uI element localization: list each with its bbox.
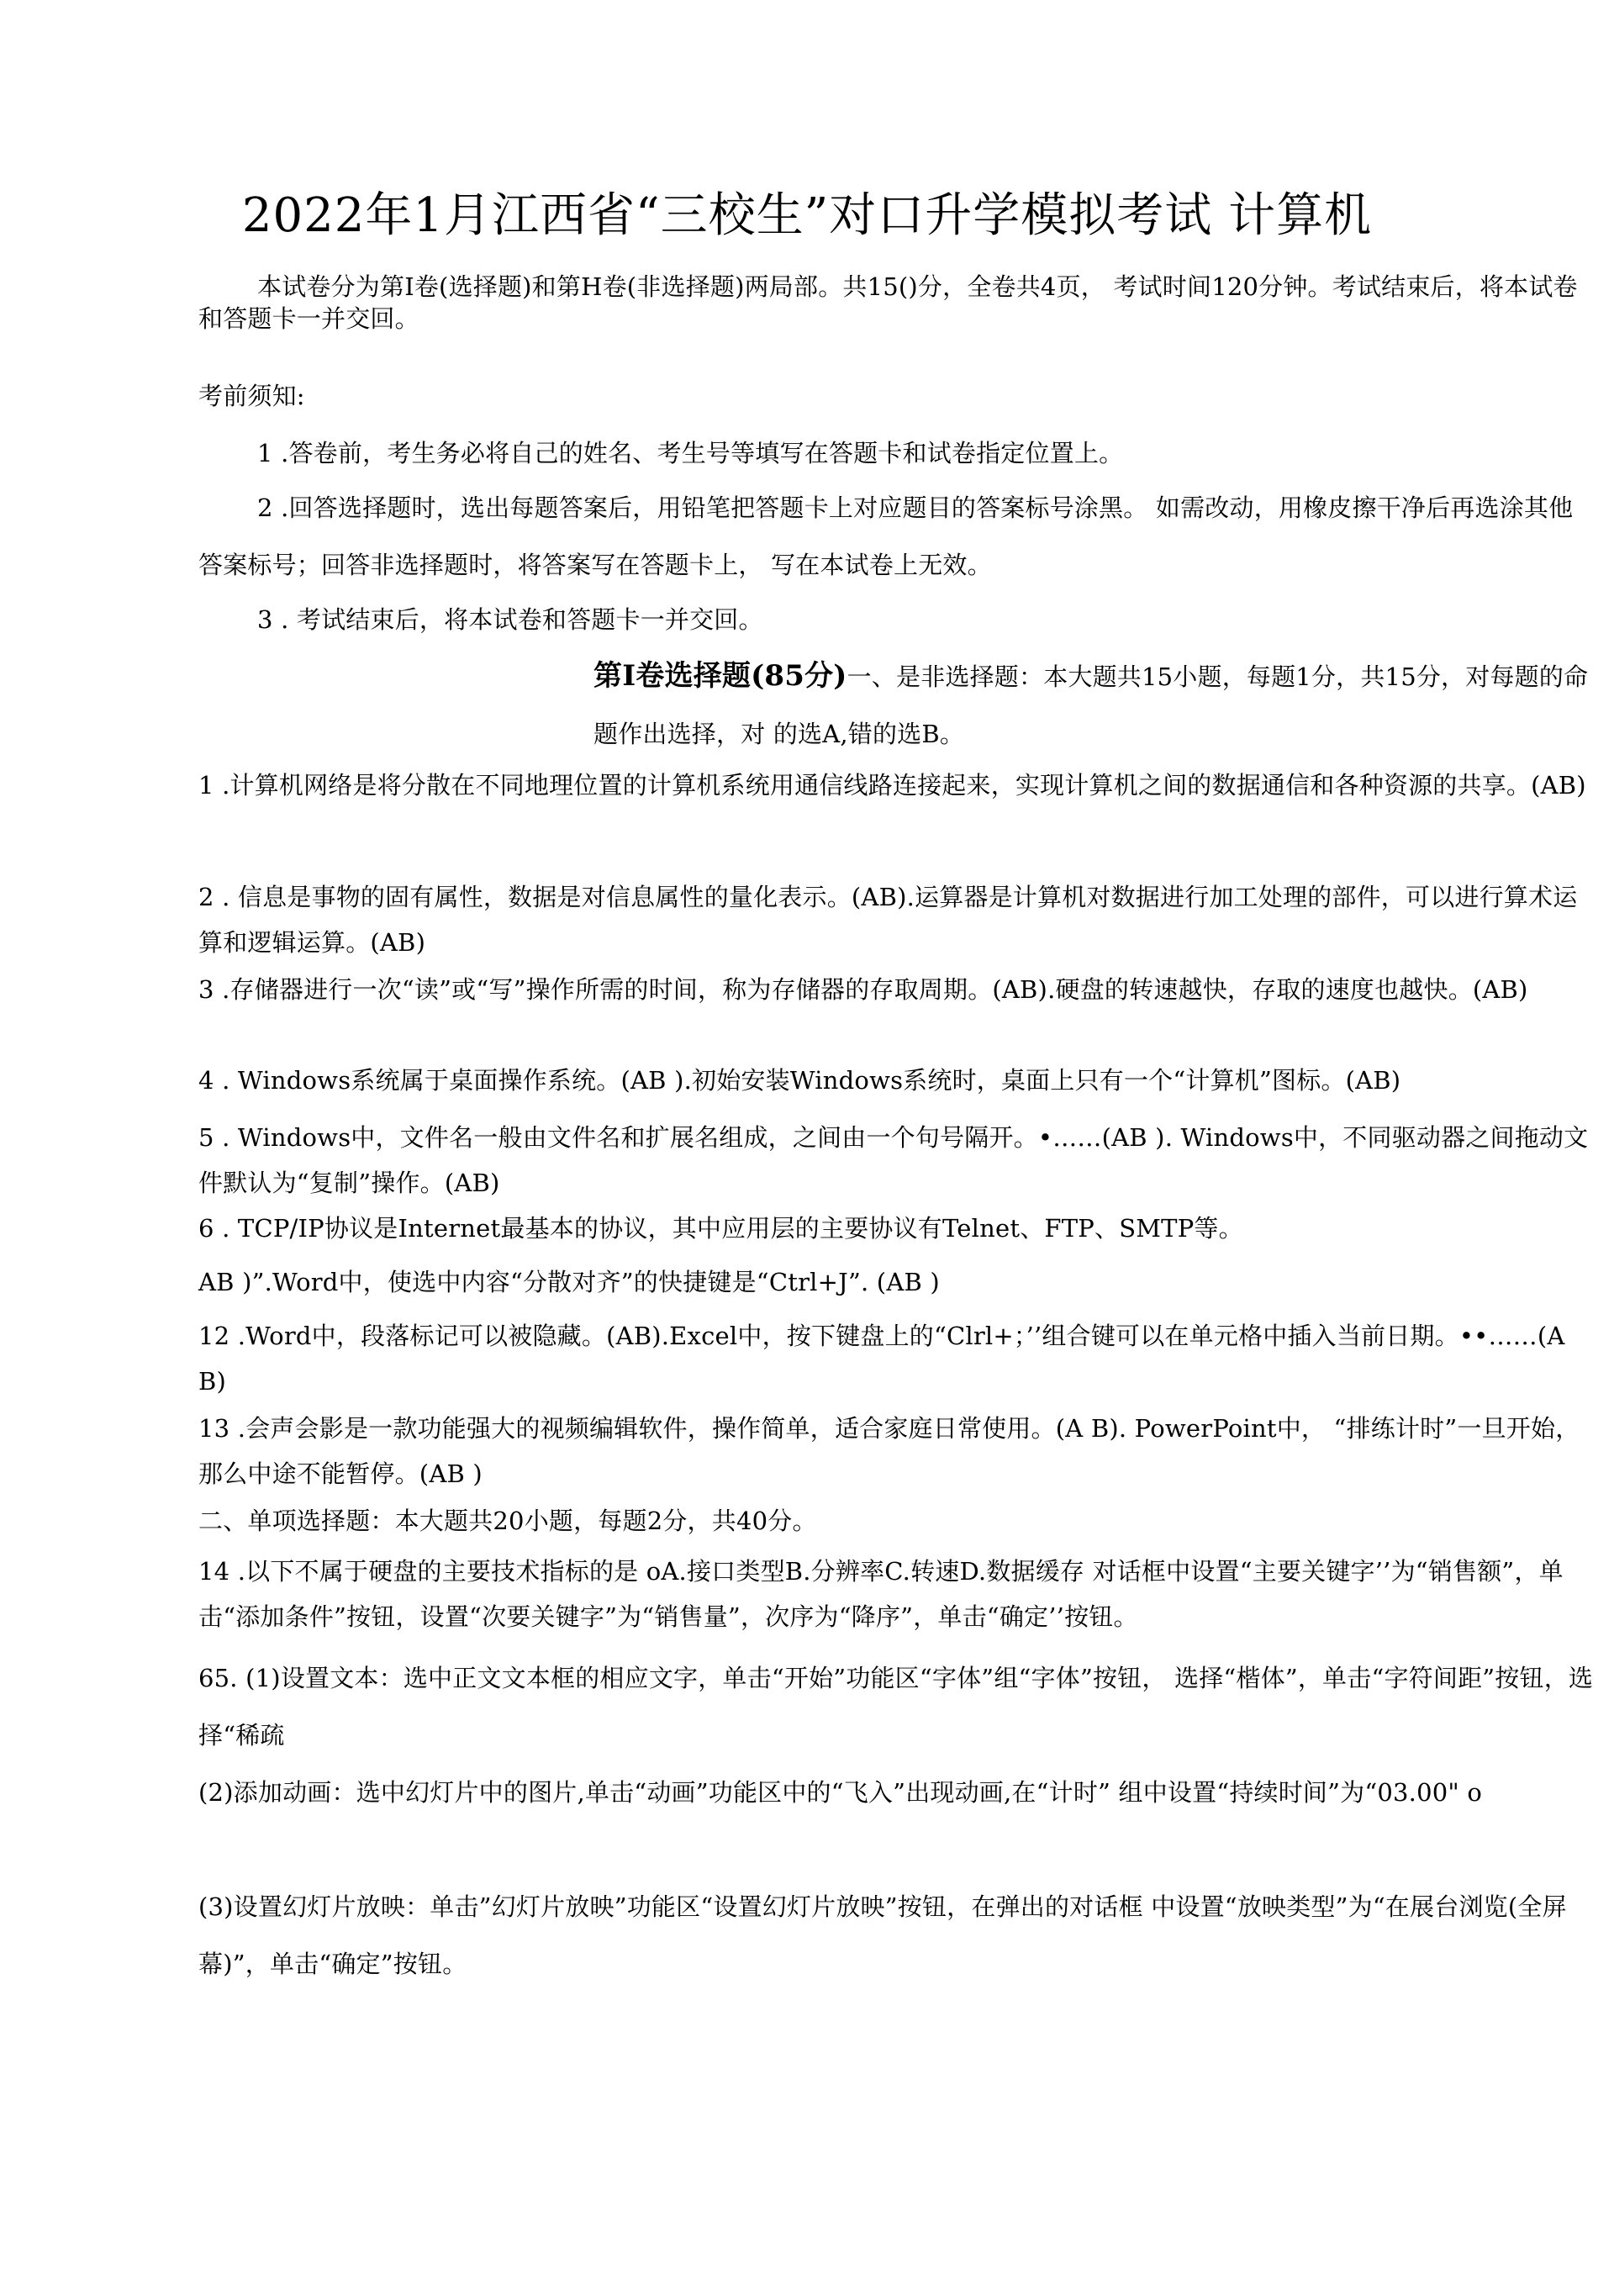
question-6: 6 . TCP/IP协议是Internet最基本的协议，其中应用层的主要协议有Telnet、FTP、SMTP等。: [198, 1214, 1243, 1243]
notice-item-2: 2 .回答选择题时，选出每题答案后，用铅笔把答题卡上对应题目的答案标号涂黑。 如需改动，用橡皮擦干净后再选涂其他答案标号；回答非选择题时，将答案写在答题卡上， 写在本试卷上无效。: [198, 494, 1574, 579]
section-2-heading: 二、单项选择题：本大题共20小题，每题2分，共40分。: [198, 1507, 817, 1535]
section-1-instructions: 一、是非选择题：本大题共15小题，每题1分，共15分，对每题的命题作出选择，对 的选A,错的选B。: [593, 662, 1589, 748]
section-1-title: 第I卷选择题(85分): [593, 659, 847, 693]
section-1-heading: [593, 647, 1594, 763]
answer-65-part-3: (3)设置幻灯片放映：单击”幻灯片放映”功能区“设置幻灯片放映”按钮，在弹出的对话框 中设置“放映类型”为“在展台浏览(全屏幕)”，单击“确定”按钮。: [198, 1892, 1567, 1978]
question-3: 3 .存储器进行一次“读”或“写”操作所需的时间，称为存储器的存取周期。(AB).硬盘的转速越快，存取的速度也越快。(AB): [198, 975, 1528, 1004]
answer-65-part-1: 65. (1)设置文本：选中正文文本框的相应文字，单击“开始”功能区“字体”组“字体”按钮， 选择“楷体”，单击“字符间距”按钮，选择“稀疏: [198, 1664, 1594, 1750]
question-5: 5 . Windows中，文件名一般由文件名和扩展名组成，之间由一个句号隔开。•……(AB ). Windows中，不同驱动器之间拖动文件默认为“复制”操作。(AB): [198, 1123, 1589, 1197]
page-title: 2022年1月江西省“三校生”对口升学模拟考试 计算机: [241, 188, 1373, 243]
notice-item-3: 3 . 考试结束后，将本试卷和答题卡一并交回。: [257, 605, 763, 634]
question-14: 14 .以下不属于硬盘的主要技术指标的是 oA.接口类型B.分辨率C.转速D.数据缓存 对话框中设置“主要关键字’’为“销售额”，单击“添加条件”按钮，设置“次要关键字”为“销售量”，次序为“降序”，单击“确定’’按钮。: [198, 1557, 1564, 1631]
question-4: 4 . Windows系统属于桌面操作系统。(AB ).初始安装Windows系统时，桌面上只有一个“计算机”图标。(AB): [198, 1066, 1401, 1095]
answer-65-part-2: (2)添加动画：选中幻灯片中的图片,单击“动画”功能区中的“飞入”出现动画,在“计时” 组中设置“持续时间”为“03.00" o: [198, 1778, 1483, 1807]
question-2: 2 . 信息是事物的固有属性，数据是对信息属性的量化表示。(AB).运算器是计算机对数据进行加工处理的部件，可以进行算术运算和逻辑运算。(AB): [198, 883, 1578, 957]
notice-item-1: 1 .答卷前，考生务必将自己的姓名、考生号等填写在答题卡和试卷指定位置上。: [257, 439, 1124, 467]
intro-paragraph: 本试卷分为第I卷(选择题)和第H卷(非选择题)两局部。共15()分，全卷共4页， 考试时间120分钟。考试结束后，将本试卷和答题卡一并交回。: [198, 272, 1578, 333]
question-13: 13 .会声会影是一款功能强大的视频编辑软件，操作简单，适合家庭日常使用。(A B). PowerPoint中， “排练计时”一旦开始，那么中途不能暂停。(AB ): [198, 1414, 1580, 1488]
question-1: 1 .计算机网络是将分散在不同地理位置的计算机系统用通信线路连接起来，实现计算机之间的数据通信和各种资源的共享。(AB): [198, 771, 1586, 800]
question-12: 12 .Word中，段落标记可以被隐藏。(AB).Excel中，按下键盘上的“Clrl+；’’组合键可以在单元格中插入当前日期。••……(A B): [198, 1322, 1565, 1396]
question-6-continued: AB )”.Word中，使选中内容“分散对齐”的快捷键是“Ctrl+J”. (AB ): [198, 1268, 940, 1296]
notice-heading: 考前须知:: [198, 382, 305, 410]
